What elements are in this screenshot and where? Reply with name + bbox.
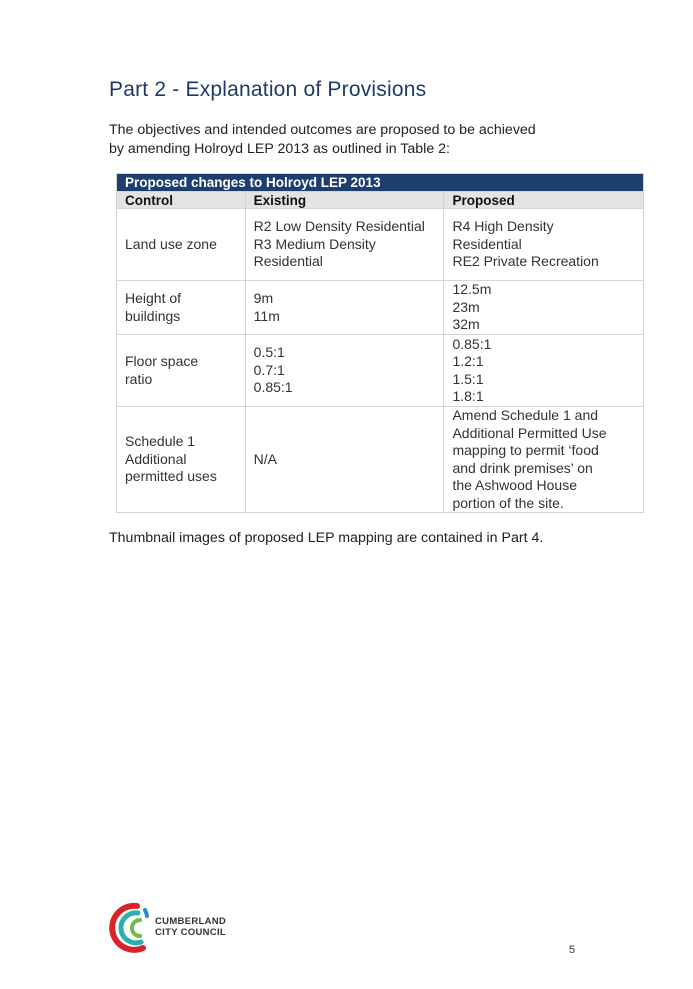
proposed-line: 1.8:1	[452, 388, 484, 404]
logo-line-1: CUMBERLAND	[155, 916, 227, 927]
logo-ring-green	[132, 920, 140, 936]
table-row	[117, 407, 644, 513]
table-caption: Proposed changes to Holroyd LEP 2013	[117, 174, 644, 192]
logo-line-2: CITY COUNCIL	[155, 926, 226, 938]
proposed-line: 1.2:1	[452, 353, 484, 369]
table-row	[117, 209, 644, 281]
control-text: Floor space	[125, 353, 199, 369]
cell-existing	[245, 281, 444, 335]
cell-existing	[245, 407, 444, 513]
existing-line: 0.5:1	[253, 344, 285, 361]
intro-paragraph	[109, 121, 629, 159]
control-text: ratio	[125, 370, 153, 387]
proposed-line: and drink premises’ on	[452, 459, 593, 476]
control-text: Additional	[125, 450, 187, 467]
header-control: Control	[117, 192, 246, 209]
control-text: Schedule 1	[125, 433, 196, 450]
proposed-line: 32m	[452, 316, 480, 333]
cell-proposed	[444, 407, 644, 513]
logo-ring-blue	[145, 910, 147, 916]
proposed-line: 23m	[452, 298, 480, 315]
proposed-line: R4 High Density	[452, 218, 554, 235]
header-proposed: Proposed	[444, 192, 644, 209]
existing-line: 0.7:1	[253, 361, 285, 378]
table-header-row	[117, 192, 644, 209]
existing-line: 11m	[253, 307, 280, 324]
proposed-line: RE2 Private Recreation	[452, 253, 599, 270]
existing-line: N/A	[253, 450, 277, 467]
proposed-line: Amend Schedule 1 and	[452, 407, 599, 423]
table-row	[117, 335, 644, 407]
control-text: buildings	[125, 307, 181, 324]
intro-line-1: The objectives and intended outcomes are proposed to be achieved	[109, 122, 536, 138]
existing-line: 9m	[253, 290, 274, 306]
cell-proposed	[444, 281, 644, 335]
proposed-line: 0.85:1	[452, 335, 492, 352]
logo-wordmark	[155, 917, 226, 938]
proposed-line: Additional Permitted Use	[452, 424, 607, 441]
page-number: 5	[569, 944, 576, 956]
control-text: Land use zone	[125, 235, 217, 252]
control-text: permitted uses	[125, 468, 217, 485]
existing-line: R2 Low Density Residential	[253, 218, 425, 235]
mapping-note: Thumbnail images of proposed LEP mapping are contained in Part 4.	[109, 530, 544, 546]
cell-control	[117, 335, 246, 407]
header-existing: Existing	[245, 192, 444, 209]
existing-line: R3 Medium Density	[253, 235, 376, 252]
cell-control	[117, 281, 246, 335]
proposed-line: Residential	[452, 235, 522, 252]
existing-line: Residential	[253, 253, 323, 270]
existing-line: 0.85:1	[253, 379, 293, 396]
cell-proposed	[444, 335, 644, 407]
proposed-line: 1.5:1	[452, 370, 484, 387]
intro-line-2: by amending Holroyd LEP 2013 as outlined in Table 2:	[109, 141, 450, 157]
page-title: Part 2 - Explanation of Provisions	[109, 78, 427, 101]
cell-existing	[245, 335, 444, 407]
cell-control	[117, 209, 246, 281]
cell-control	[117, 407, 246, 513]
cell-existing	[245, 209, 444, 281]
table-caption-row	[117, 174, 644, 192]
table-row	[117, 281, 644, 335]
proposed-line: the Ashwood House	[452, 477, 577, 493]
proposed-line: mapping to permit ‘food	[452, 442, 599, 458]
cell-proposed	[444, 209, 644, 281]
proposed-line: 12.5m	[452, 281, 492, 298]
proposed-changes-table	[116, 173, 644, 513]
proposed-line: portion of the site.	[452, 494, 564, 511]
control-text: Height of	[125, 290, 182, 306]
